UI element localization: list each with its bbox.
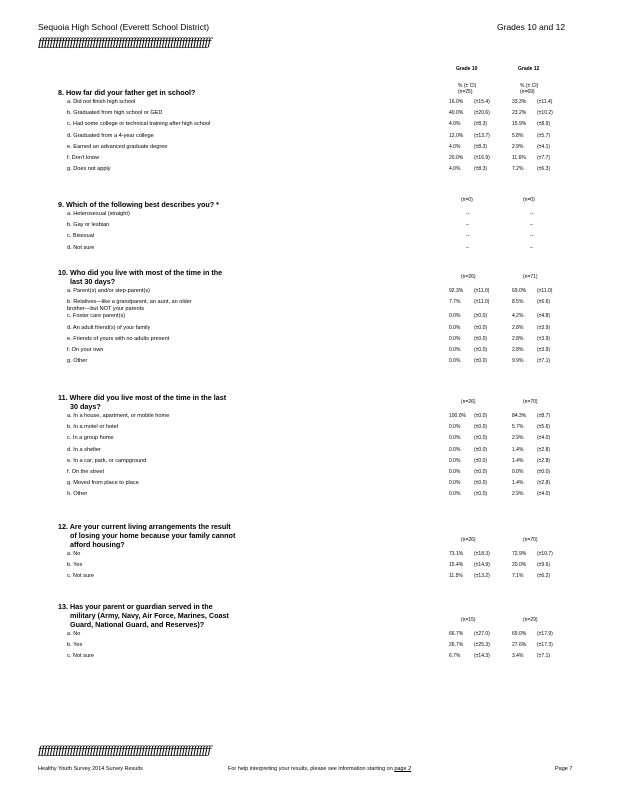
grade-10-percent: 0.0% — [449, 358, 461, 365]
grade-12-percent: 20.0% — [512, 562, 527, 569]
grade-10-ci: (±11.0) — [474, 299, 490, 306]
grade-10-percent: 0.0% — [449, 446, 461, 453]
grade-12-ci: (±2.8) — [537, 446, 551, 453]
footer-help-text — [228, 766, 411, 772]
grade-10-ci: (±18.3) — [474, 551, 490, 557]
grade-10-sample-size: (n=15) — [461, 617, 476, 623]
grade-12-percent: -- — [530, 211, 534, 217]
grade-10-ci: (±0.0) — [474, 358, 488, 365]
answer-option: b. Graduated from high school or GED — [67, 110, 163, 117]
grade-10-ci: (±8.3) — [474, 121, 488, 128]
grade-12-percent: 4.2% — [512, 313, 524, 320]
grade-10-ci: (±0.0) — [474, 313, 488, 320]
grade-10-percent: 4.0% — [449, 143, 461, 150]
grade-12-percent: 2.8% — [512, 347, 524, 353]
grade-10-percent: 20.0% — [449, 155, 464, 161]
question-title: military (Army, Navy, Air Force, Marines, Coast — [70, 611, 229, 620]
answer-option: c. Bisexual — [67, 233, 95, 240]
grade-12-ci: (±11.0) — [537, 288, 553, 294]
grade-12-ci: (±7.1) — [537, 358, 551, 365]
grade-12-sample-size: (n=70) — [523, 399, 538, 405]
answer-option: g. Other — [67, 358, 88, 365]
grade-12-sample-size: (n=71) — [523, 274, 538, 280]
grade-10-sample-size: (n=0) — [461, 197, 473, 203]
grade-12-percent: 5.8% — [512, 132, 524, 139]
grade-12-percent: 7.1% — [512, 573, 524, 580]
grade-10-percent: 15.4% — [449, 562, 464, 569]
grade-10-percent: 100.0% — [449, 413, 466, 419]
grade-10-percent: -- — [466, 211, 470, 217]
grade-12-percent: 3.4% — [512, 653, 524, 660]
grade-12-percent: 9.9% — [512, 358, 524, 365]
grade-10-ci: (±0.0) — [474, 347, 488, 353]
question-title: Guard, National Guard, and Reserves)? — [70, 620, 205, 629]
grade-10-ci: (±15.4) — [474, 99, 490, 105]
answer-option: e. In a car, park, or campground — [67, 457, 147, 464]
grade-10-ci: (±20.6) — [474, 110, 490, 117]
grade-12-ci: (±7.1) — [537, 653, 551, 660]
page-2-link[interactable]: page 2 — [394, 766, 412, 772]
grade-10-percent: 12.0% — [449, 132, 464, 139]
page-number: Page 7 — [555, 766, 573, 772]
grade-12-percent: 8.5% — [512, 299, 524, 306]
grade-12-percent: -- — [530, 222, 534, 229]
answer-option: b. In a motel or hotel — [67, 424, 118, 431]
grade-10-percent: 40.0% — [449, 110, 464, 117]
grade-10-percent: 7.7% — [449, 299, 461, 306]
grade-12-percent: 72.9% — [512, 551, 527, 557]
answer-option: a. Heterosexual (straight) — [67, 211, 130, 217]
grade-10-percent: -- — [466, 244, 470, 251]
answer-option: d. An adult friend(s) of your family — [67, 324, 151, 331]
grade-12-ci: (±0.0) — [537, 469, 551, 475]
grade-10-ci: (±11.0) — [474, 288, 490, 294]
grade-10-percent: 0.0% — [449, 469, 461, 475]
grade-10-ci: (±0.0) — [474, 491, 488, 498]
answer-option: g. Does not apply — [67, 166, 111, 173]
answer-option: f. On the street — [67, 469, 104, 475]
grade-12-ci: (±4.1) — [537, 143, 551, 150]
answer-option: b. Relatives—like a grandparent, an aunt, an older — [67, 299, 192, 306]
grade-10-percent: 0.0% — [449, 457, 461, 464]
grade-12-header: Grade 12 — [518, 66, 540, 72]
grade-10-ci: (±0.0) — [474, 413, 488, 419]
grade-12-ci: (±11.4) — [537, 99, 553, 105]
grade-12-ci: (±10.7) — [537, 551, 553, 557]
grade-12-ci: (±6.3) — [537, 166, 551, 173]
grade-10-ci: (±0.0) — [474, 324, 488, 331]
grade-12-percent: 2.9% — [512, 143, 524, 150]
grade-10-percent: 66.7% — [449, 631, 464, 637]
grade-12-percent: 23.2% — [512, 110, 527, 117]
grade-10-percent: 0.0% — [449, 491, 461, 498]
answer-option: c. Not sure — [67, 573, 95, 580]
grade-10-header: Grade 10 — [456, 66, 478, 72]
grade-10-ci: (±8.3) — [474, 166, 488, 173]
grade-10-ci: (±27.0) — [474, 631, 490, 637]
grade-10-percent: 0.0% — [449, 435, 461, 442]
answer-option: b. Yes — [67, 562, 83, 569]
grade-12-percent: 69.0% — [512, 288, 527, 294]
grade-10-ci: (±14.3) — [474, 653, 490, 660]
grade-12-ci: (±5.6) — [537, 424, 551, 431]
grade-12-sample-size: (n=0) — [523, 197, 535, 203]
question-title: 11. Where did you live most of the time in the last — [58, 393, 227, 402]
answer-option: c. Foster care parent(s) — [67, 313, 126, 320]
grade-12-percent: 7.2% — [512, 166, 524, 173]
grade-12-sample-size: % (± CI) — [520, 83, 539, 89]
grade-12-ci: (±4.0) — [537, 491, 551, 498]
grade-10-sample-size: (n=26) — [461, 274, 476, 280]
grade-10-percent: 6.7% — [449, 653, 461, 660]
grade-10-percent: 0.0% — [449, 480, 461, 487]
answer-option: d. Graduated from a 4-year college — [67, 132, 154, 139]
grade-range: Grades 10 and 12 — [497, 22, 566, 32]
grade-10-sample-size: % (± CI) — [458, 83, 477, 89]
answer-option: a. No — [67, 551, 81, 557]
grade-10-ci: (±0.0) — [474, 469, 488, 475]
grade-12-ci: (±4.0) — [537, 435, 551, 442]
grade-12-percent: 1.4% — [512, 480, 524, 487]
grade-10-percent: 11.5% — [449, 573, 463, 580]
grade-10-ci: (±13.2) — [474, 573, 490, 580]
grade-10-ci: (±0.0) — [474, 480, 488, 487]
grade-12-percent: 11.6% — [512, 155, 526, 161]
grade-12-percent: 1.4% — [512, 446, 524, 453]
grade-12-percent: 27.6% — [512, 642, 527, 649]
grade-12-ci: (±4.8) — [537, 313, 551, 320]
grade-12-sample-size: (n=70) — [523, 537, 538, 543]
grade-10-percent: -- — [466, 222, 470, 229]
grade-12-percent: 69.0% — [512, 631, 527, 637]
answer-option: f. Don't know — [67, 155, 100, 161]
footer-survey-title: Healthy Youth Survey 2014 Survey Results — [38, 766, 143, 772]
answer-option: c. In a group home — [67, 435, 114, 442]
grade-10-percent: 0.0% — [449, 347, 461, 353]
grade-12-ci: (±17.9) — [537, 631, 553, 637]
grade-12-ci: (±5.7) — [537, 132, 551, 139]
grade-10-ci: (±14.9) — [474, 562, 490, 569]
grade-10-sample-size: (n=26) — [461, 399, 476, 405]
grade-10-ci: (±0.0) — [474, 335, 488, 342]
grade-10-percent: 0.0% — [449, 313, 461, 320]
question-title: 12. Are your current living arrangements the result — [58, 522, 231, 531]
grade-10-percent: 0.0% — [449, 324, 461, 331]
answer-option: brother—but NOT your parents — [67, 306, 145, 313]
answer-option: c. Not sure — [67, 653, 95, 660]
grade-10-sample-size: (n=25) — [458, 89, 473, 95]
grade-10-percent: 92.3% — [449, 288, 464, 294]
grade-10-sample-size: (n=26) — [461, 537, 476, 543]
grade-12-percent: 84.3% — [512, 413, 527, 419]
answer-option: b. Yes — [67, 642, 83, 649]
grade-10-ci: (±0.0) — [474, 457, 488, 464]
answer-option: a. No — [67, 631, 81, 637]
grade-12-percent: 1.4% — [512, 457, 524, 464]
answer-option: d. Not sure — [67, 244, 95, 251]
grade-12-ci: (±7.7) — [537, 155, 551, 161]
grade-12-ci: (±17.3) — [537, 642, 553, 649]
grade-12-ci: (±9.6) — [537, 562, 551, 569]
grade-10-percent: 4.0% — [449, 121, 461, 128]
grade-12-percent: 2.8% — [512, 324, 524, 331]
grade-12-ci: (±2.8) — [537, 480, 551, 487]
grade-10-percent: 16.0% — [449, 99, 464, 105]
grade-12-ci: (±3.9) — [537, 335, 551, 342]
grade-10-ci: (±13.7) — [474, 132, 490, 139]
grade-10-percent: 73.1% — [449, 551, 464, 557]
answer-option: d. In a shelter — [67, 446, 101, 453]
question-title: of losing your home because your family cannot — [70, 531, 236, 540]
question-title: 10. Who did you live with most of the time in the — [58, 268, 223, 277]
grade-10-ci: (±0.0) — [474, 424, 488, 431]
grade-10-ci: (±25.3) — [474, 642, 490, 649]
top-rule: ƒƒƒƒƒƒƒƒƒƒƒƒƒƒƒƒƒƒƒƒƒƒƒƒƒƒƒƒƒƒƒƒƒƒƒƒƒƒƒƒƒƒƒƒƒƒƒƒƒƒƒƒƒƒƒƒƒƒƒƒ — [38, 36, 211, 49]
grade-10-percent: 4.0% — [449, 166, 461, 173]
school-name: Sequoia High School (Everett School District) — [38, 22, 210, 32]
grade-12-percent: 5.7% — [512, 424, 524, 431]
question-title: 13. Has your parent or guardian served in the — [58, 602, 213, 611]
grade-12-percent: 0.0% — [512, 469, 524, 475]
answer-option: b. Gay or lesbian — [67, 222, 110, 229]
question-title: 9. Which of the following best describes you? * — [58, 200, 219, 209]
grade-10-ci: (±8.3) — [474, 143, 488, 150]
answer-option: a. Did not finish high school — [67, 99, 136, 105]
answer-option: g. Moved from place to place — [67, 480, 139, 487]
grade-10-ci: (±16.9) — [474, 155, 490, 161]
grade-12-ci: (±6.6) — [537, 299, 551, 306]
grade-12-sample-size: (n=29) — [523, 617, 538, 623]
answer-option: a. In a house, apartment, or mobile home — [67, 413, 170, 419]
grade-12-ci: (±3.9) — [537, 347, 551, 353]
grade-10-percent: 0.0% — [449, 335, 461, 342]
grade-12-ci: (±3.9) — [537, 324, 551, 331]
grade-12-ci: (±10.2) — [537, 110, 553, 117]
grade-12-ci: (±8.9) — [537, 121, 551, 128]
grade-12-percent: 2.9% — [512, 491, 524, 498]
grade-12-percent: -- — [530, 233, 534, 240]
answer-option: h. Other — [67, 491, 88, 498]
grade-12-percent: 2.8% — [512, 335, 524, 342]
grade-12-sample-size: (n=69) — [520, 89, 535, 95]
grade-12-percent: 15.9% — [512, 121, 527, 128]
grade-10-ci: (±0.0) — [474, 446, 488, 453]
question-title: 8. How far did your father get in school? — [58, 88, 196, 97]
answer-option: e. Earned an advanced graduate degree — [67, 143, 168, 150]
grade-12-ci: (±2.8) — [537, 457, 551, 464]
grade-12-percent: 2.9% — [512, 435, 524, 442]
grade-10-percent: 26.7% — [449, 642, 464, 649]
answer-option: f. On your own — [67, 347, 104, 353]
grade-10-ci: (±0.0) — [474, 435, 488, 442]
answer-option: a. Parent(s) and/or step-parent(s) — [67, 288, 151, 294]
answer-option: e. Friends of yours with no adults present — [67, 335, 170, 342]
question-title: 30 days? — [70, 402, 101, 411]
grade-12-ci: (±8.7) — [537, 413, 551, 419]
grade-10-percent: -- — [466, 233, 470, 240]
grade-10-percent: 0.0% — [449, 424, 461, 431]
footer-help-label: For help interpreting your results, please see information starting on — [228, 766, 393, 772]
grade-12-ci: (±6.2) — [537, 573, 551, 580]
answer-option: c. Had some college or technical training after high school — [67, 121, 211, 128]
question-title: last 30 days? — [70, 277, 116, 286]
grade-12-percent: -- — [530, 244, 534, 251]
question-title: afford housing? — [70, 540, 125, 549]
bottom-rule: ƒƒƒƒƒƒƒƒƒƒƒƒƒƒƒƒƒƒƒƒƒƒƒƒƒƒƒƒƒƒƒƒƒƒƒƒƒƒƒƒƒƒƒƒƒƒƒƒƒƒƒƒƒƒƒƒƒƒƒƒ — [38, 744, 211, 757]
grade-12-percent: 33.3% — [512, 99, 527, 105]
